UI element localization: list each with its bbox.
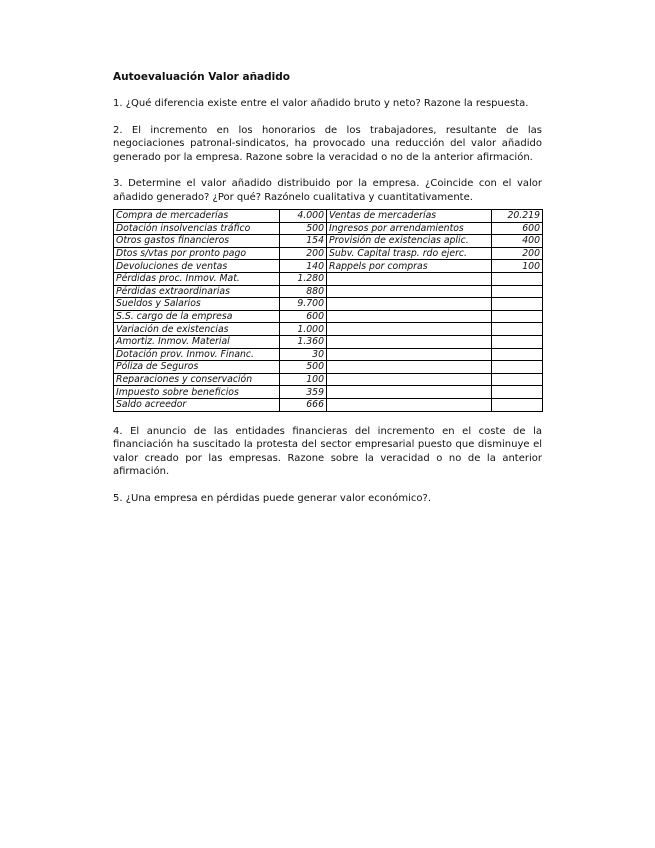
income-amount-cell (492, 310, 543, 323)
income-concept-cell (327, 285, 492, 298)
income-amount-cell: 100 (492, 260, 543, 273)
expense-concept-cell: Sueldos y Salarios (114, 298, 280, 311)
income-amount-cell: 20.219 (492, 210, 543, 223)
expense-amount-cell: 500 (280, 361, 327, 374)
expense-concept-cell: Saldo acreedor (114, 398, 280, 411)
table-row (114, 373, 543, 386)
table-row (114, 285, 543, 298)
income-amount-cell (492, 373, 543, 386)
income-amount-cell: 600 (492, 222, 543, 235)
expense-concept-cell: Pérdidas proc. Inmov. Mat. (114, 272, 280, 285)
expense-concept-cell: Pérdidas extraordinarias (114, 285, 280, 298)
income-concept-cell (327, 361, 492, 374)
income-concept-cell (327, 323, 492, 336)
income-amount-cell (492, 272, 543, 285)
income-concept-cell (327, 386, 492, 399)
income-amount-cell (492, 298, 543, 311)
expense-concept-cell: Reparaciones y conservación (114, 373, 280, 386)
table-row (114, 361, 543, 374)
question-5: 5. ¿Una empresa en pérdidas puede generar valor económico?. (113, 492, 432, 504)
question-2: 2. El incremento en los honorarios de los trabajadores, resultante de las negociaciones patronal-sindicatos, ha provocado una reducción del valor añadido generado por la empresa. Razone sobre la veracidad o no de la anterior afirmación. (113, 124, 542, 163)
income-amount-cell (492, 398, 543, 411)
income-amount-cell (492, 348, 543, 361)
income-concept-cell (327, 272, 492, 285)
accounts-table (113, 209, 543, 412)
table-row (114, 298, 543, 311)
income-concept-cell (327, 373, 492, 386)
income-amount-cell: 400 (492, 235, 543, 248)
expense-concept-cell: Dotación prov. Inmov. Financ. (114, 348, 280, 361)
expense-amount-cell: 154 (280, 235, 327, 248)
expense-amount-cell: 1.000 (280, 323, 327, 336)
expense-amount-cell: 666 (280, 398, 327, 411)
table-row (114, 222, 543, 235)
income-concept-cell: Provisión de existencias aplic. (327, 235, 492, 248)
income-amount-cell (492, 335, 543, 348)
expense-amount-cell: 500 (280, 222, 327, 235)
expense-concept-cell: Dtos s/vtas por pronto pago (114, 247, 280, 260)
income-amount-cell: 200 (492, 247, 543, 260)
expense-concept-cell: Devoluciones de ventas (114, 260, 280, 273)
expense-amount-cell: 200 (280, 247, 327, 260)
expense-concept-cell: Otros gastos financieros (114, 235, 280, 248)
expense-concept-cell: Amortiz. Inmov. Material (114, 335, 280, 348)
question-3: 3. Determine el valor añadido distribuido por la empresa. ¿Coincide con el valor añadido generado? ¿Por qué? Razónelo cualitativa y cuantitativamente. (113, 178, 542, 203)
income-concept-cell (327, 298, 492, 311)
income-concept-cell: Ventas de mercaderías (327, 210, 492, 223)
income-concept-cell: Rappels por compras (327, 260, 492, 273)
expense-concept-cell: S.S. cargo de la empresa (114, 310, 280, 323)
document-title: Autoevaluación Valor añadido (113, 71, 290, 83)
expense-amount-cell: 100 (280, 373, 327, 386)
table-row (114, 235, 543, 248)
table-row (114, 260, 543, 273)
table-row (114, 398, 543, 411)
income-concept-cell: Subv. Capital trasp. rdo ejerc. (327, 247, 492, 260)
expense-concept-cell: Dotación insolvencias tráfico (114, 222, 280, 235)
income-amount-cell (492, 285, 543, 298)
table-row (114, 247, 543, 260)
question-4: 4. El anuncio de las entidades financieras del incremento en el coste de la financiación ha suscitado la protesta del sector empresarial puesto que disminuye el valor creado por las empresas. Razone sobre la veracidad o no de la anterior afirmación. (113, 425, 542, 477)
expense-amount-cell: 1.280 (280, 272, 327, 285)
expense-concept-cell: Variación de existencias (114, 323, 280, 336)
table-row (114, 335, 543, 348)
expense-concept-cell: Impuesto sobre beneficios (114, 386, 280, 399)
table-row (114, 348, 543, 361)
table-row (114, 386, 543, 399)
document-page (113, 70, 542, 518)
income-concept-cell (327, 310, 492, 323)
expense-amount-cell: 4.000 (280, 210, 327, 223)
expense-amount-cell: 140 (280, 260, 327, 273)
table-row (114, 323, 543, 336)
expense-concept-cell: Póliza de Seguros (114, 361, 280, 374)
table-row (114, 210, 543, 223)
income-concept-cell (327, 335, 492, 348)
expense-amount-cell: 9.700 (280, 298, 327, 311)
income-concept-cell: Ingresos por arrendamientos (327, 222, 492, 235)
table-row (114, 272, 543, 285)
expense-amount-cell: 880 (280, 285, 327, 298)
expense-amount-cell: 30 (280, 348, 327, 361)
question-1: 1. ¿Qué diferencia existe entre el valor añadido bruto y neto? Razone la respuesta. (113, 98, 529, 109)
income-amount-cell (492, 386, 543, 399)
expense-amount-cell: 359 (280, 386, 327, 399)
income-amount-cell (492, 361, 543, 374)
table-row (114, 310, 543, 323)
expense-concept-cell: Compra de mercaderías (114, 210, 280, 223)
income-amount-cell (492, 323, 543, 336)
income-concept-cell (327, 348, 492, 361)
expense-amount-cell: 1.360 (280, 335, 327, 348)
income-concept-cell (327, 398, 492, 411)
expense-amount-cell: 600 (280, 310, 327, 323)
